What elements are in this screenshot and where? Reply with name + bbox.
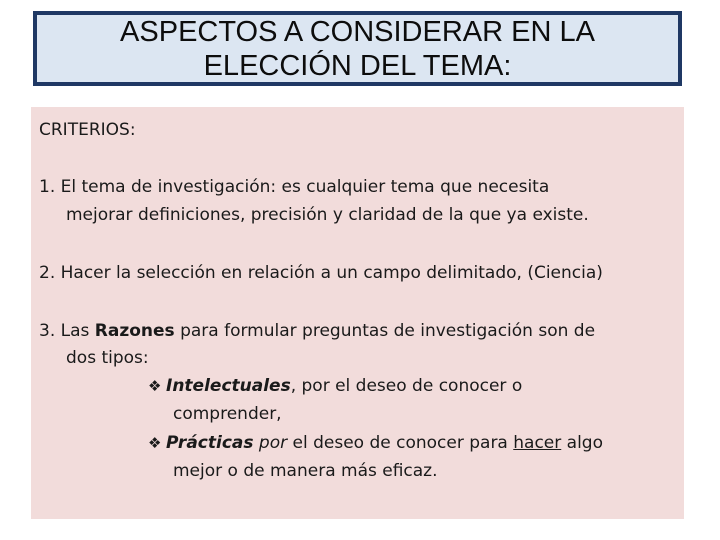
title-line-1: ASPECTOS A CONSIDERAR EN LA [120,15,595,48]
criteria-heading: CRITERIOS: [39,120,136,140]
item-2-line-1: 2. Hacer la selección en relación a un campo delimitado, (Ciencia) [39,263,603,283]
bullet-2-cont: mejor o de manera más eficaz. [173,461,438,481]
bullet-2-underlined: hacer [513,433,562,453]
item-3-line-2: dos tipos: [66,348,149,368]
bullet-1 [148,375,522,397]
bullet-2-text: el deseo de conocer para [287,433,514,453]
title-line-2: ELECCIÓN DEL TEMA: [203,49,512,82]
bullet-2 [148,432,603,454]
item-3-prefix: 3. Las [39,321,95,341]
item-3-bold-razones: Razones [94,321,175,341]
title-box [33,11,682,86]
page-title [37,15,678,83]
diamond-bullet-icon: ❖ [148,377,162,395]
bullet-2-text-2: algo [561,433,603,453]
bullet-1-text: , por el deseo de conocer o [290,376,523,396]
item-3-line-1 [39,320,595,342]
content-box [31,107,684,519]
diamond-bullet-icon: ❖ [148,434,162,452]
bullet-1-label: Intelectuales [166,376,291,396]
item-1-line-1: 1. El tema de investigación: es cualquier tema que necesita [39,177,550,197]
bullet-2-label: Prácticas [166,433,254,453]
bullet-2-por: por [253,433,288,453]
bullet-1-cont: comprender, [173,404,282,424]
item-3-rest: para formular preguntas de investigación son de [174,321,596,341]
item-1-line-2: mejorar definiciones, precisión y claridad de la que ya existe. [66,205,589,225]
